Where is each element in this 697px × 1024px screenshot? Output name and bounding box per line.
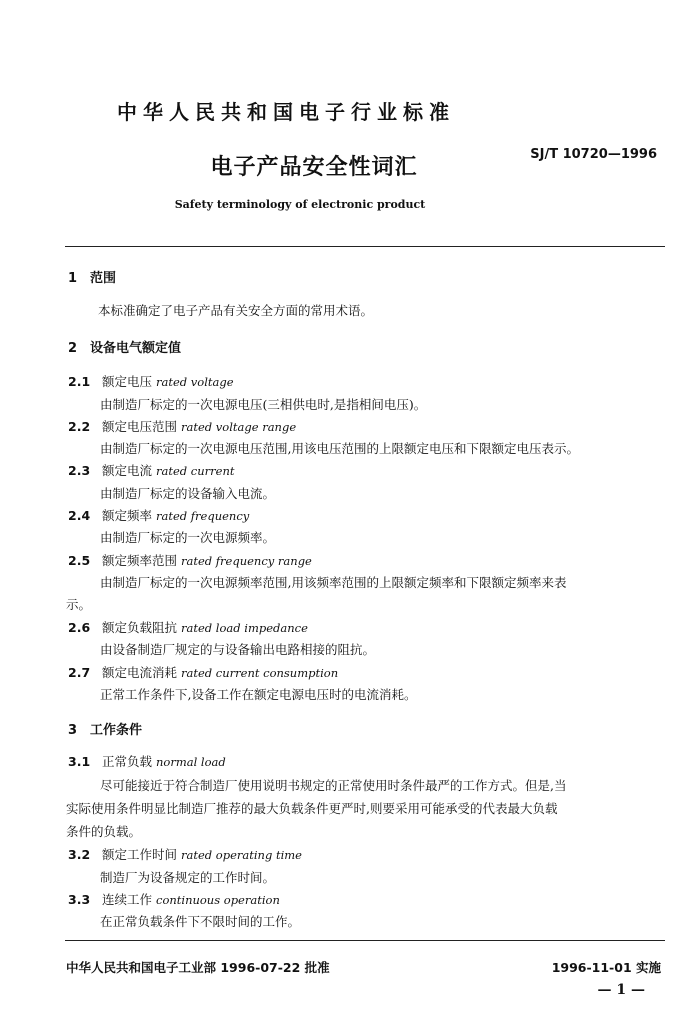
issuing-body: 中华人民共和国电子行业标准	[117, 100, 455, 124]
term-number: 2.7	[68, 665, 91, 680]
term-cn: 额定工作时间	[102, 847, 178, 862]
page-number: — 1 —	[597, 982, 645, 998]
term-en: rated current	[156, 464, 235, 478]
term-3-2	[68, 845, 302, 863]
term-en: rated load impedance	[181, 621, 308, 635]
term-2-4	[68, 506, 249, 524]
term-2-7	[68, 663, 338, 681]
term-2-6	[68, 618, 308, 636]
term-number: 3.1	[68, 754, 91, 769]
term-3-3-definition: 在正常负载条件下不限时间的工作。	[100, 914, 301, 929]
term-number: 2.1	[68, 374, 91, 389]
term-cn: 额定电流消耗	[102, 665, 178, 680]
effective-date: 1996-11-01 实施	[551, 960, 661, 975]
term-2-4-definition: 由制造厂标定的一次电源频率。	[100, 530, 276, 545]
term-3-1-definition-cont-2: 条件的负载。	[66, 824, 142, 839]
term-en: rated frequency	[156, 509, 250, 523]
term-2-3	[68, 461, 234, 479]
term-number: 2.2	[68, 419, 91, 434]
section-1-heading	[68, 267, 116, 286]
term-2-6-definition: 由设备制造厂规定的与设备输出电路相接的阻抗。	[100, 642, 376, 657]
term-number: 2.3	[68, 463, 91, 478]
section-number: 2	[68, 341, 78, 356]
term-en: normal load	[156, 755, 226, 769]
term-cn: 正常负载	[102, 754, 153, 769]
term-2-7-definition: 正常工作条件下,设备工作在额定电源电压时的电流消耗。	[100, 687, 417, 702]
header-rule	[65, 246, 665, 247]
term-2-2	[68, 417, 296, 435]
term-number: 3.3	[68, 892, 91, 907]
term-number: 2.4	[68, 508, 91, 523]
term-cn: 额定负载阻抗	[102, 620, 178, 635]
term-2-5-definition: 由制造厂标定的一次电源频率范围,用该频率范围的上限额定频率和下限额定频率来表	[100, 575, 567, 590]
term-2-2-definition: 由制造厂标定的一次电源电压范围,用该电压范围的上限额定电压和下限额定电压表示。	[100, 441, 579, 456]
section-title: 工作条件	[90, 723, 143, 738]
term-cn: 额定电压范围	[102, 419, 178, 434]
term-en: rated frequency range	[181, 554, 312, 568]
term-cn: 连续工作	[102, 892, 153, 907]
term-cn: 额定频率	[102, 508, 153, 523]
term-en: rated operating time	[181, 848, 302, 862]
section-number: 1	[68, 271, 78, 286]
term-3-1-definition: 尽可能接近于符合制造厂使用说明书规定的正常使用时条件最严的工作方式。但是,当	[100, 778, 567, 793]
term-3-1-definition-cont: 实际使用条件明显比制造厂推荐的最大负载条件更严时,则要采用可能承受的代表最大负载	[66, 801, 558, 816]
term-3-1	[68, 752, 226, 770]
term-cn: 额定频率范围	[102, 553, 178, 568]
term-cn: 额定电压	[102, 374, 153, 389]
standard-code: SJ/T 10720—1996	[530, 147, 657, 162]
approval-line: 中华人民共和国电子工业部 1996-07-22 批准	[66, 960, 330, 975]
section-3-heading	[68, 719, 142, 738]
document-title: 电子产品安全性词汇	[210, 155, 418, 180]
term-number: 3.2	[68, 847, 91, 862]
term-2-5	[68, 551, 312, 569]
term-2-1-definition: 由制造厂标定的一次电源电压(三相供电时,是指相间电压)。	[100, 397, 427, 412]
section-2-heading	[68, 337, 181, 356]
term-3-3	[68, 890, 280, 908]
term-en: rated current consumption	[181, 666, 339, 680]
term-en: rated voltage range	[181, 420, 297, 434]
term-2-5-definition-cont: 示。	[66, 597, 92, 612]
term-3-2-definition: 制造厂为设备规定的工作时间。	[100, 870, 276, 885]
section-title: 范围	[90, 271, 117, 286]
term-2-3-definition: 由制造厂标定的设备输入电流。	[100, 486, 276, 501]
section-1-body: 本标准确定了电子产品有关安全方面的常用术语。	[98, 303, 374, 318]
term-number: 2.6	[68, 620, 91, 635]
term-en: continuous operation	[156, 893, 280, 907]
term-en: rated voltage	[156, 375, 234, 389]
term-cn: 额定电流	[102, 463, 153, 478]
section-title: 设备电气额定值	[90, 341, 182, 356]
term-number: 2.5	[68, 553, 91, 568]
document-title-english: Safety terminology of electronic product	[174, 198, 426, 211]
term-2-1	[68, 372, 234, 390]
section-number: 3	[68, 723, 78, 738]
footer-rule	[65, 940, 665, 941]
